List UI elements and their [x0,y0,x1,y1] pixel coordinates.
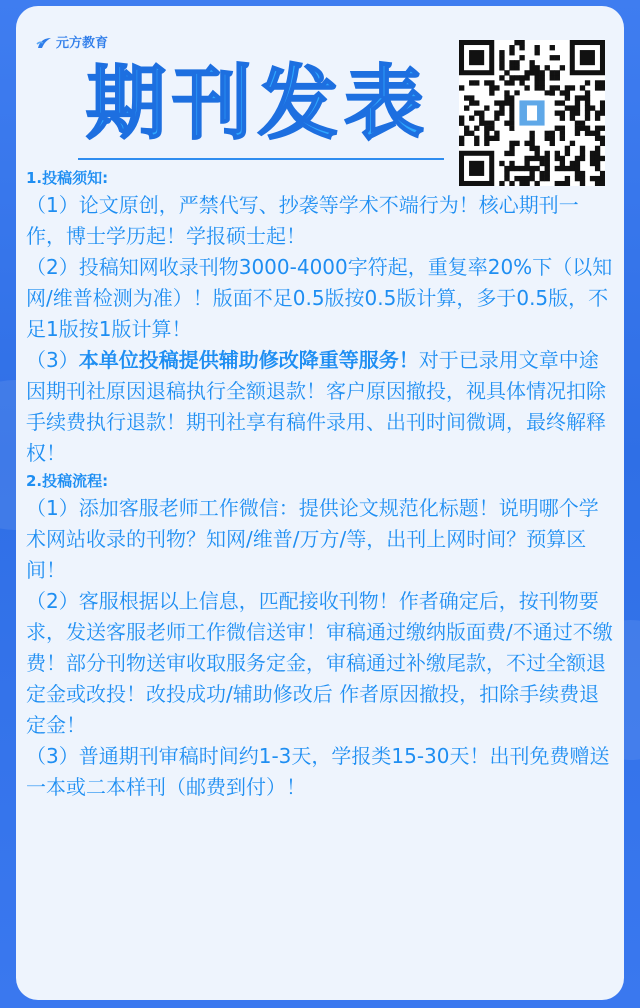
notice-item-3-highlight: 本单位投稿提供辅助修改降重等服务！ [78,348,419,372]
notice-item-3-text: 对于已录用文章中途因期刊社原因退稿执行全额退款！客户原因撤投，视具体情况扣除手续费执行退款！期刊社享有稿件录用、出刊时间微调，最终解释权！ [26,348,606,465]
process-step-2: （2）客服根据以上信息，匹配接收刊物！作者确定后，按刊物要求，发送客服老师工作微信送审！审稿通过缴纳版面费/不通过不缴费！部分刊物送审收取服务定金，审稿通过补缴尾款，不过全额退定金或改投！改投成功/辅助修改后 作者原因撤投，扣除手续费退定金！ [26,589,613,737]
title-underline [78,158,444,160]
notice-item-2: （2）投稿知网收录刊物3000-4000字符起，重复率20%下（以知网/维普检测为准）！版面不足0.5版按0.5版计算，多于0.5版，不足1版按1版计算！ [26,255,613,341]
main-content [26,166,614,803]
page-title: 期刊发表 [86,57,430,150]
section-title-notice: 1.投稿须知: [26,169,109,187]
qr-code-icon [459,40,605,186]
section-title-process: 2.投稿流程: [26,472,109,490]
notice-item-3 [26,345,614,469]
content-card [16,6,624,1000]
process-step-3: （3）普通期刊审稿时间约1-3天，学报类15-30天！出刊免费赠送一本或二本样刊（邮费到付）！ [26,744,610,799]
notice-item-3-prefix: （3） [26,348,79,372]
logo-icon [36,35,52,49]
process-step-1: （1）添加客服老师工作微信：提供论文规范化标题！说明哪个学术网站收录的刊物？知网/维普/万方/等，出刊上网时间？预算区间！ [26,496,599,582]
notice-item-1: （1）论文原创，严禁代写、抄袭等学术不端行为！核心期刊一作，博士学历起！学报硕士起！ [26,193,579,248]
brand-logo [36,32,108,51]
logo-text: 元方教育 [56,36,109,51]
